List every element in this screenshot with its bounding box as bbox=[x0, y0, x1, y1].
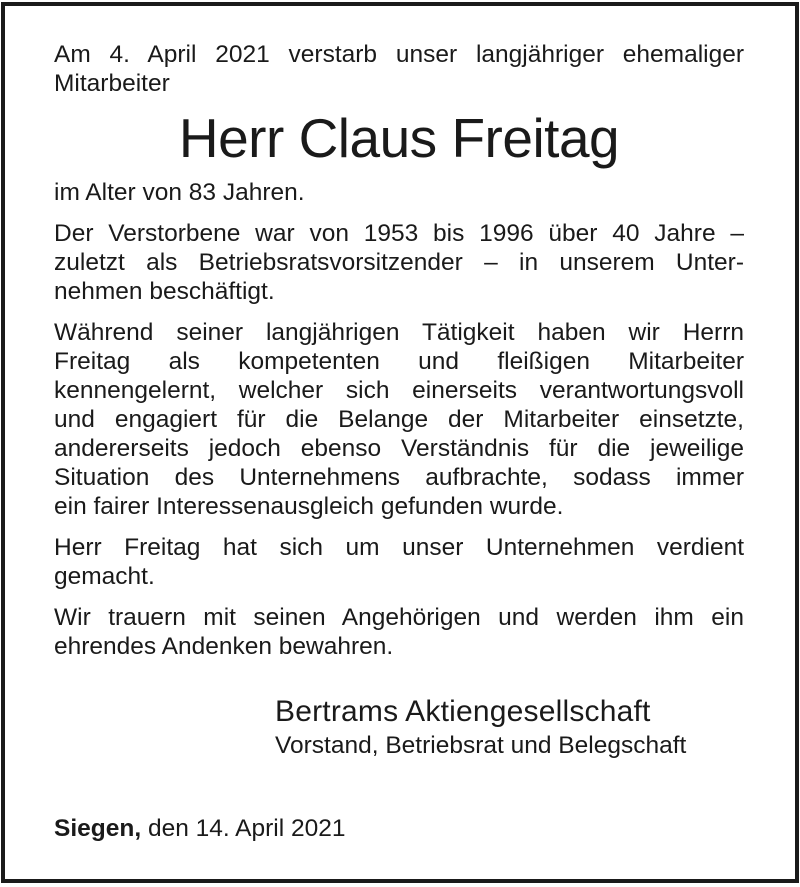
paragraph-line: Freitag als kompetenten und fleißigen Mitarbeiter bbox=[54, 348, 744, 375]
paragraph-line: ein fairer Interessenausgleich gefunden wurde. bbox=[54, 493, 564, 520]
place-name: Siegen, bbox=[54, 815, 142, 842]
paragraph-line: Herr Freitag hat sich um unser Unternehmen verdient bbox=[54, 534, 744, 561]
paragraph-employment bbox=[54, 219, 744, 306]
paragraph-mourning bbox=[54, 603, 744, 661]
paragraph-merit bbox=[54, 533, 744, 591]
paragraph-tribute bbox=[54, 318, 744, 521]
date-text: den 14. April 2021 bbox=[141, 815, 346, 842]
deceased-name: Herr Claus Freitag bbox=[178, 107, 620, 169]
intro-line: Mitarbeiter bbox=[54, 70, 170, 97]
signature-subtitle: Vorstand, Betriebsrat und Belegschaft bbox=[275, 732, 687, 759]
paragraph-line: Der Verstorbene war von 1953 bis 1996 über 40 Jahre – bbox=[54, 220, 744, 247]
signature-block bbox=[275, 694, 744, 762]
paragraph-line: nehmen beschäftigt. bbox=[54, 278, 275, 305]
paragraph-line: ehrendes Andenken bewahren. bbox=[54, 633, 394, 660]
place-date bbox=[54, 814, 345, 843]
intro-line: Am 4. April 2021 verstarb unser langjähriger ehemaliger bbox=[54, 41, 744, 68]
paragraph-line: zuletzt als Betriebsratsvorsitzender – in unserem Unter- bbox=[54, 249, 744, 276]
paragraph-line: andererseits jedoch ebenso Verständnis für die jeweilige bbox=[54, 435, 744, 462]
paragraph-line: gemacht. bbox=[54, 563, 155, 590]
paragraph-line: und engagiert für die Belange der Mitarbeiter einsetzte, bbox=[54, 406, 744, 433]
company-name: Bertrams Aktiengesellschaft bbox=[275, 695, 651, 728]
paragraph-line: Während seiner langjährigen Tätigkeit haben wir Herrn bbox=[54, 319, 744, 346]
intro-paragraph bbox=[54, 40, 744, 98]
paragraph-line: Situation des Unternehmens aufbrachte, sodass immer bbox=[54, 464, 744, 491]
paragraph-line: Wir trauern mit seinen Angehörigen und werden ihm ein bbox=[54, 604, 744, 631]
obituary-body bbox=[54, 40, 744, 762]
age-line: im Alter von 83 Jahren. bbox=[54, 179, 305, 206]
paragraph-line: kennengelernt, welcher sich einerseits verantwortungsvoll bbox=[54, 377, 744, 404]
